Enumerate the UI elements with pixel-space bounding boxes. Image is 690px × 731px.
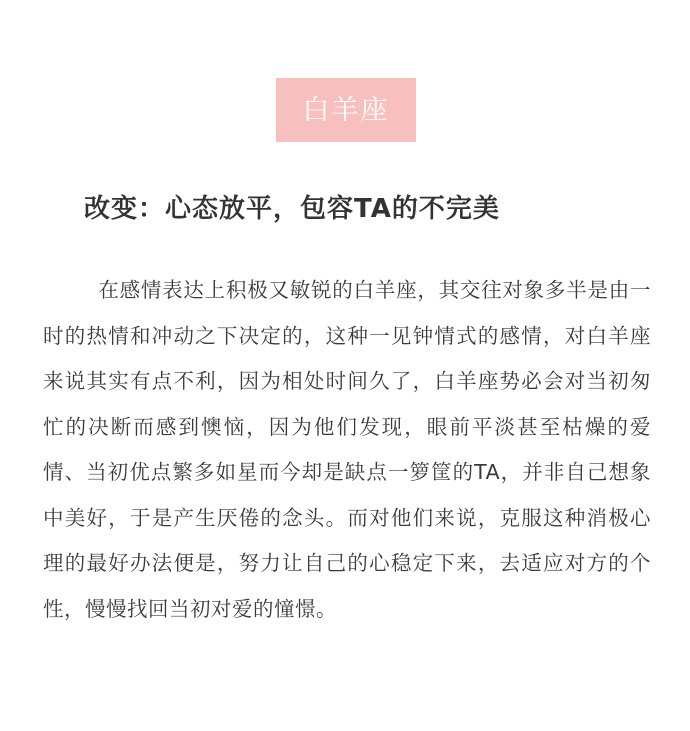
section-headline: 改变：心态放平，包容TA的不完美 (84, 194, 500, 224)
body-paragraph: 在感情表达上积极又敏锐的白羊座，其交往对象多半是由一时的热情和冲动之下决定的，这种一见钟情式的感情，对白羊座来说其实有点不利，因为相处时间久了，白羊座势必会对当初匆忙的决断而感到懊恼，因为他们发现，眼前平淡甚至枯燥的爱情、当初优点繁多如星而今却是缺点一箩筐的TA，并非自己想象中美好，于是产生厌倦的念头。而对他们来说，克服这种消极心理的最好办法便是，努力让自己的心稳定下来，去适应对方的个性，慢慢找回当初对爱的憧憬。 (43, 278, 651, 621)
zodiac-tag-badge (276, 78, 416, 142)
zodiac-tag-label: 白羊座 (302, 94, 390, 126)
